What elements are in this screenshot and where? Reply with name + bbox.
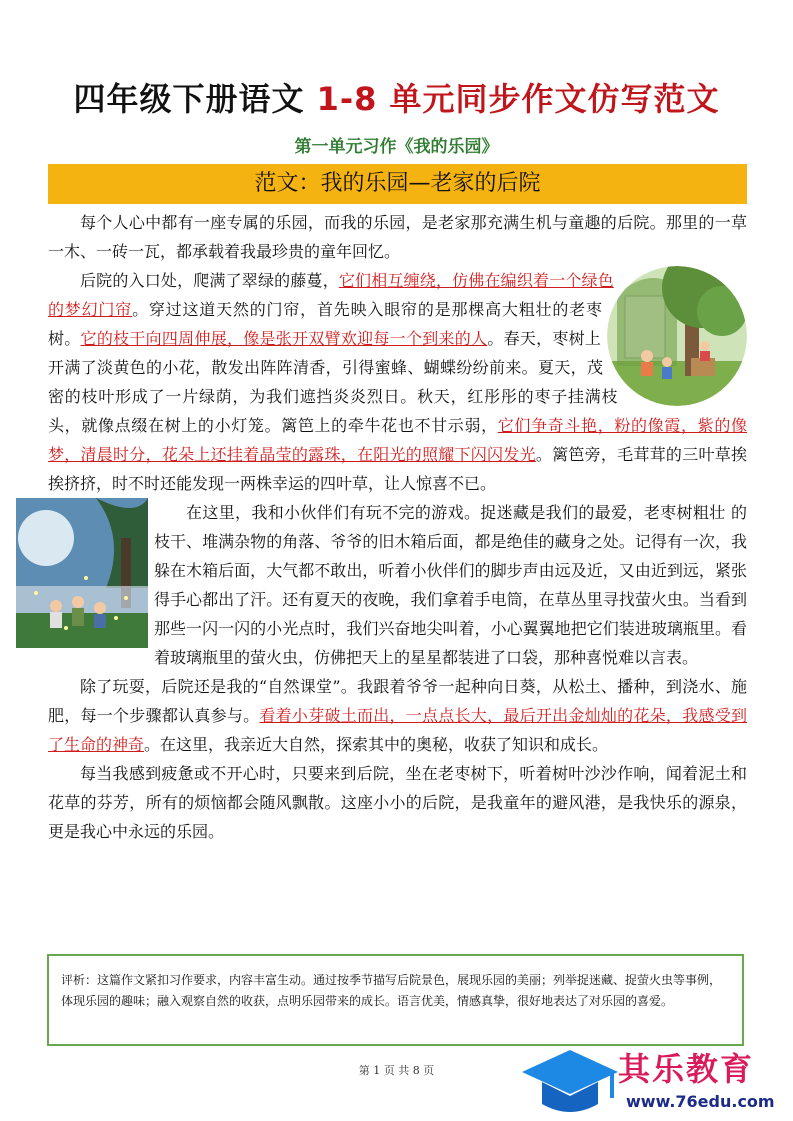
p2-highlight-1: 它们相互缠绕，仿佛在编织着一个绿色的梦幻门帘 [48,271,614,319]
page-title [0,74,793,120]
p4-highlight: 看着小芽破土而出，一点点长大，最后开出金灿灿的花朵，我感受到了生命的神奇 [48,706,747,754]
p2-text-e: 。春天，枣树上开满了淡黄色的小花，散发出阵阵清香，引得蜜蜂、蝴蝶纷纷前来。夏天，茂密的枝叶形成了一片绿荫，为我们遮挡炎炎烈日。秋天，红彤彤的枣子挂满枝头，就像点缀在树上的小灯笼。篱笆上的牵牛花也不甘示弱， [48,329,618,435]
brand-url: www.76edu.com [626,1092,775,1111]
p2-highlight-3: 它们争奇斗艳，粉的像霞，紫的像梦，清晨时分，花朵上还挂着晶莹的露珠，在阳光的照耀下闪闪发光 [48,416,747,464]
paragraph-3 [48,498,747,672]
page-number: 第 1 页 共 8 页 [358,1064,435,1077]
paragraph-5: 每当我感到疲惫或不开心时，只要来到后院，坐在老枣树下，听着树叶沙沙作响，闻着泥土和花草的芬芳，所有的烦恼都会随风飘散。这座小小的后院，是我童年的避风港，是我快乐的源泉，更是我心中永远的乐园。 [48,764,747,841]
paragraph-1: 每个人心中都有一座专属的乐园，而我的乐园，是老家那充满生机与童趣的后院。那里的一草一木、一砖一瓦，都承载着我最珍贵的童年回忆。 [48,213,747,261]
p4-text-c: 。在这里，我亲近大自然，探索其中的奥秘，收获了知识和成长。 [144,735,609,754]
fireflies-illustration [16,498,148,648]
p3-first-line: 在这里，我和小伙伴们有玩不完的游戏。捉迷藏是我们的最爱，老枣树粗壮 [186,503,726,522]
title-part1: 四年级下册语文 [73,80,317,118]
title-part2: 1-8 单元同步作文仿写范文 [316,80,720,118]
p2-text-c: 。穿过这道天然的门帘，首先映入眼帘的是那棵高大粗壮的老枣树。 [48,300,602,348]
essay-title-banner: 范文：我的乐园—老家的后院 [48,164,747,204]
paragraph-4 [48,672,747,759]
essay-body [48,208,747,846]
p2-highlight-2: 它的枝干向四周伸展，像是张开双臂欢迎每一个到来的人 [80,329,488,348]
brand-name: 其乐教育 [618,1050,755,1088]
paragraph-2 [48,266,747,498]
unit-subtitle: 第一单元习作《我的乐园》 [294,137,499,157]
garden-illustration [607,266,747,406]
p4-text-a: 除了玩耍，后院还是我的“自然课堂”。我跟着爷爷一起种向日葵，从松土、播种，到浇水、施肥，每一个步骤都认真参与。 [48,677,747,725]
p3-rest: 的枝干、堆满杂物的角落、爷爷的旧木箱后面，都是绝佳的藏身之处。记得有一次，我躲在木箱后面，大气都不敢出，听着小伙伴们的脚步声由远及近，又由近到远，紧张得手心都出了汗。还有夏天的夜晚，我们拿着手电筒，在草丛里寻找萤火虫。当看到那些一闪一闪的小光点时，我们兴奋地尖叫着，小心翼翼地把它们装进玻璃瓶里。看着玻璃瓶里的萤火虫，仿佛把天上的星星都装进了口袋，那种喜悦难以言表。 [154,503,747,667]
commentary-box: 评析：这篇作文紧扣习作要求，内容丰富生动。通过按季节描写后院景色，展现乐园的美丽；列举捉迷藏、捉萤火虫等事例，体现乐园的趣味；融入观察自然的收获，点明乐园带来的成长。语言优美，情感真挚，很好地表达了对乐园的喜爱。 [47,954,744,1046]
p2-text-a: 后院的入口处，爬满了翠绿的藤蔓， [80,271,339,290]
p2-text-g: 。篱笆旁，毛茸茸的三叶草挨挨挤挤，时不时还能发现一两株幸运的四叶草，让人惊喜不已。 [48,445,747,493]
